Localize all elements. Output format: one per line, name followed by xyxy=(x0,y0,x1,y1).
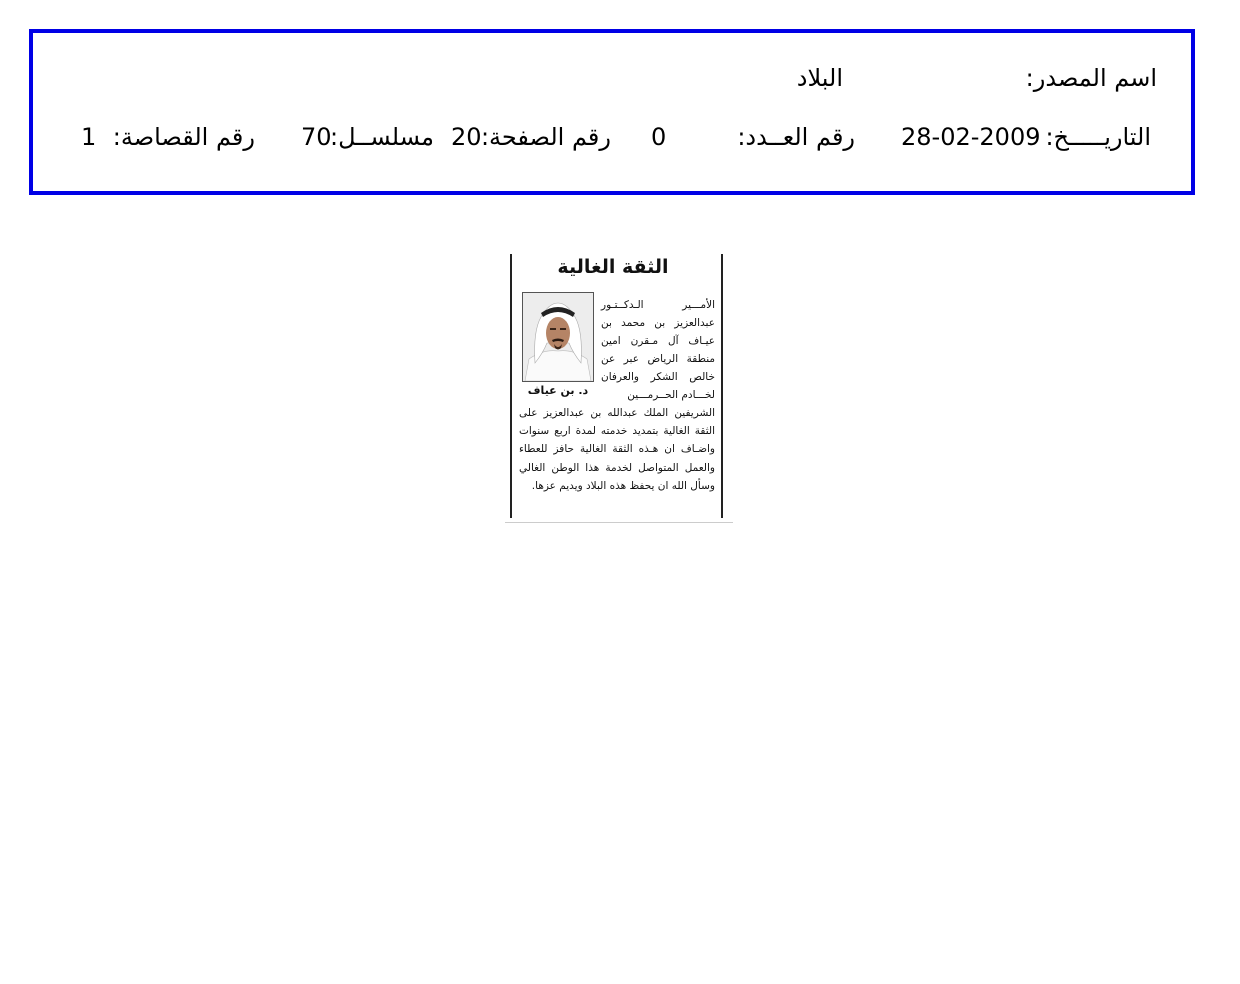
portrait-photo xyxy=(522,292,594,382)
date-label: التاريـــــخ: xyxy=(1045,123,1151,151)
page-value: 20 xyxy=(451,123,482,151)
document-info-box xyxy=(29,29,1195,195)
date-value: 28-02-2009 xyxy=(901,123,1041,151)
source-label: اسم المصدر: xyxy=(1025,64,1157,92)
article-headline: الثقة الغالية xyxy=(557,256,669,278)
source-value: البلاد xyxy=(796,64,843,92)
newspaper-clipping xyxy=(505,252,733,526)
clip-number-label: رقم القصاصة: xyxy=(112,123,255,151)
article-body-top: الأمـــير الـدكــتـور عبدالعزيز بن محمد بن عيـاف آل مـقرن امين منطقة الرياض عبر عن خالص الشكر والعرفان لخـــادم الحــرمـــين xyxy=(601,299,715,401)
issue-value: 0 xyxy=(651,123,667,151)
clipping-bottom-edge xyxy=(505,522,733,523)
column-rule-right xyxy=(721,254,723,518)
column-rule-left xyxy=(510,254,512,518)
issue-label: رقم العــدد: xyxy=(737,123,855,151)
page-label: رقم الصفحة: xyxy=(480,123,611,151)
article-body-bottom: الشريفين الملك عبدالله بن عبدالعزيز على الثقة الغالية بتمديد خدمته لمدة اربع سنوات واضـاف ان هـذه الثقة الغالية حافز للعطاء والعمل المتواصل لخدمة هذا الوطن الغالي وسأل الله ان يحفظ هذه البلاد ويديم عزها. xyxy=(519,407,715,492)
clip-number-value: 1 xyxy=(81,123,97,151)
serial-value: 70 xyxy=(301,123,332,151)
photo-caption: د. بن عياف xyxy=(527,384,589,397)
serial-label: مسلســل: xyxy=(330,123,434,151)
